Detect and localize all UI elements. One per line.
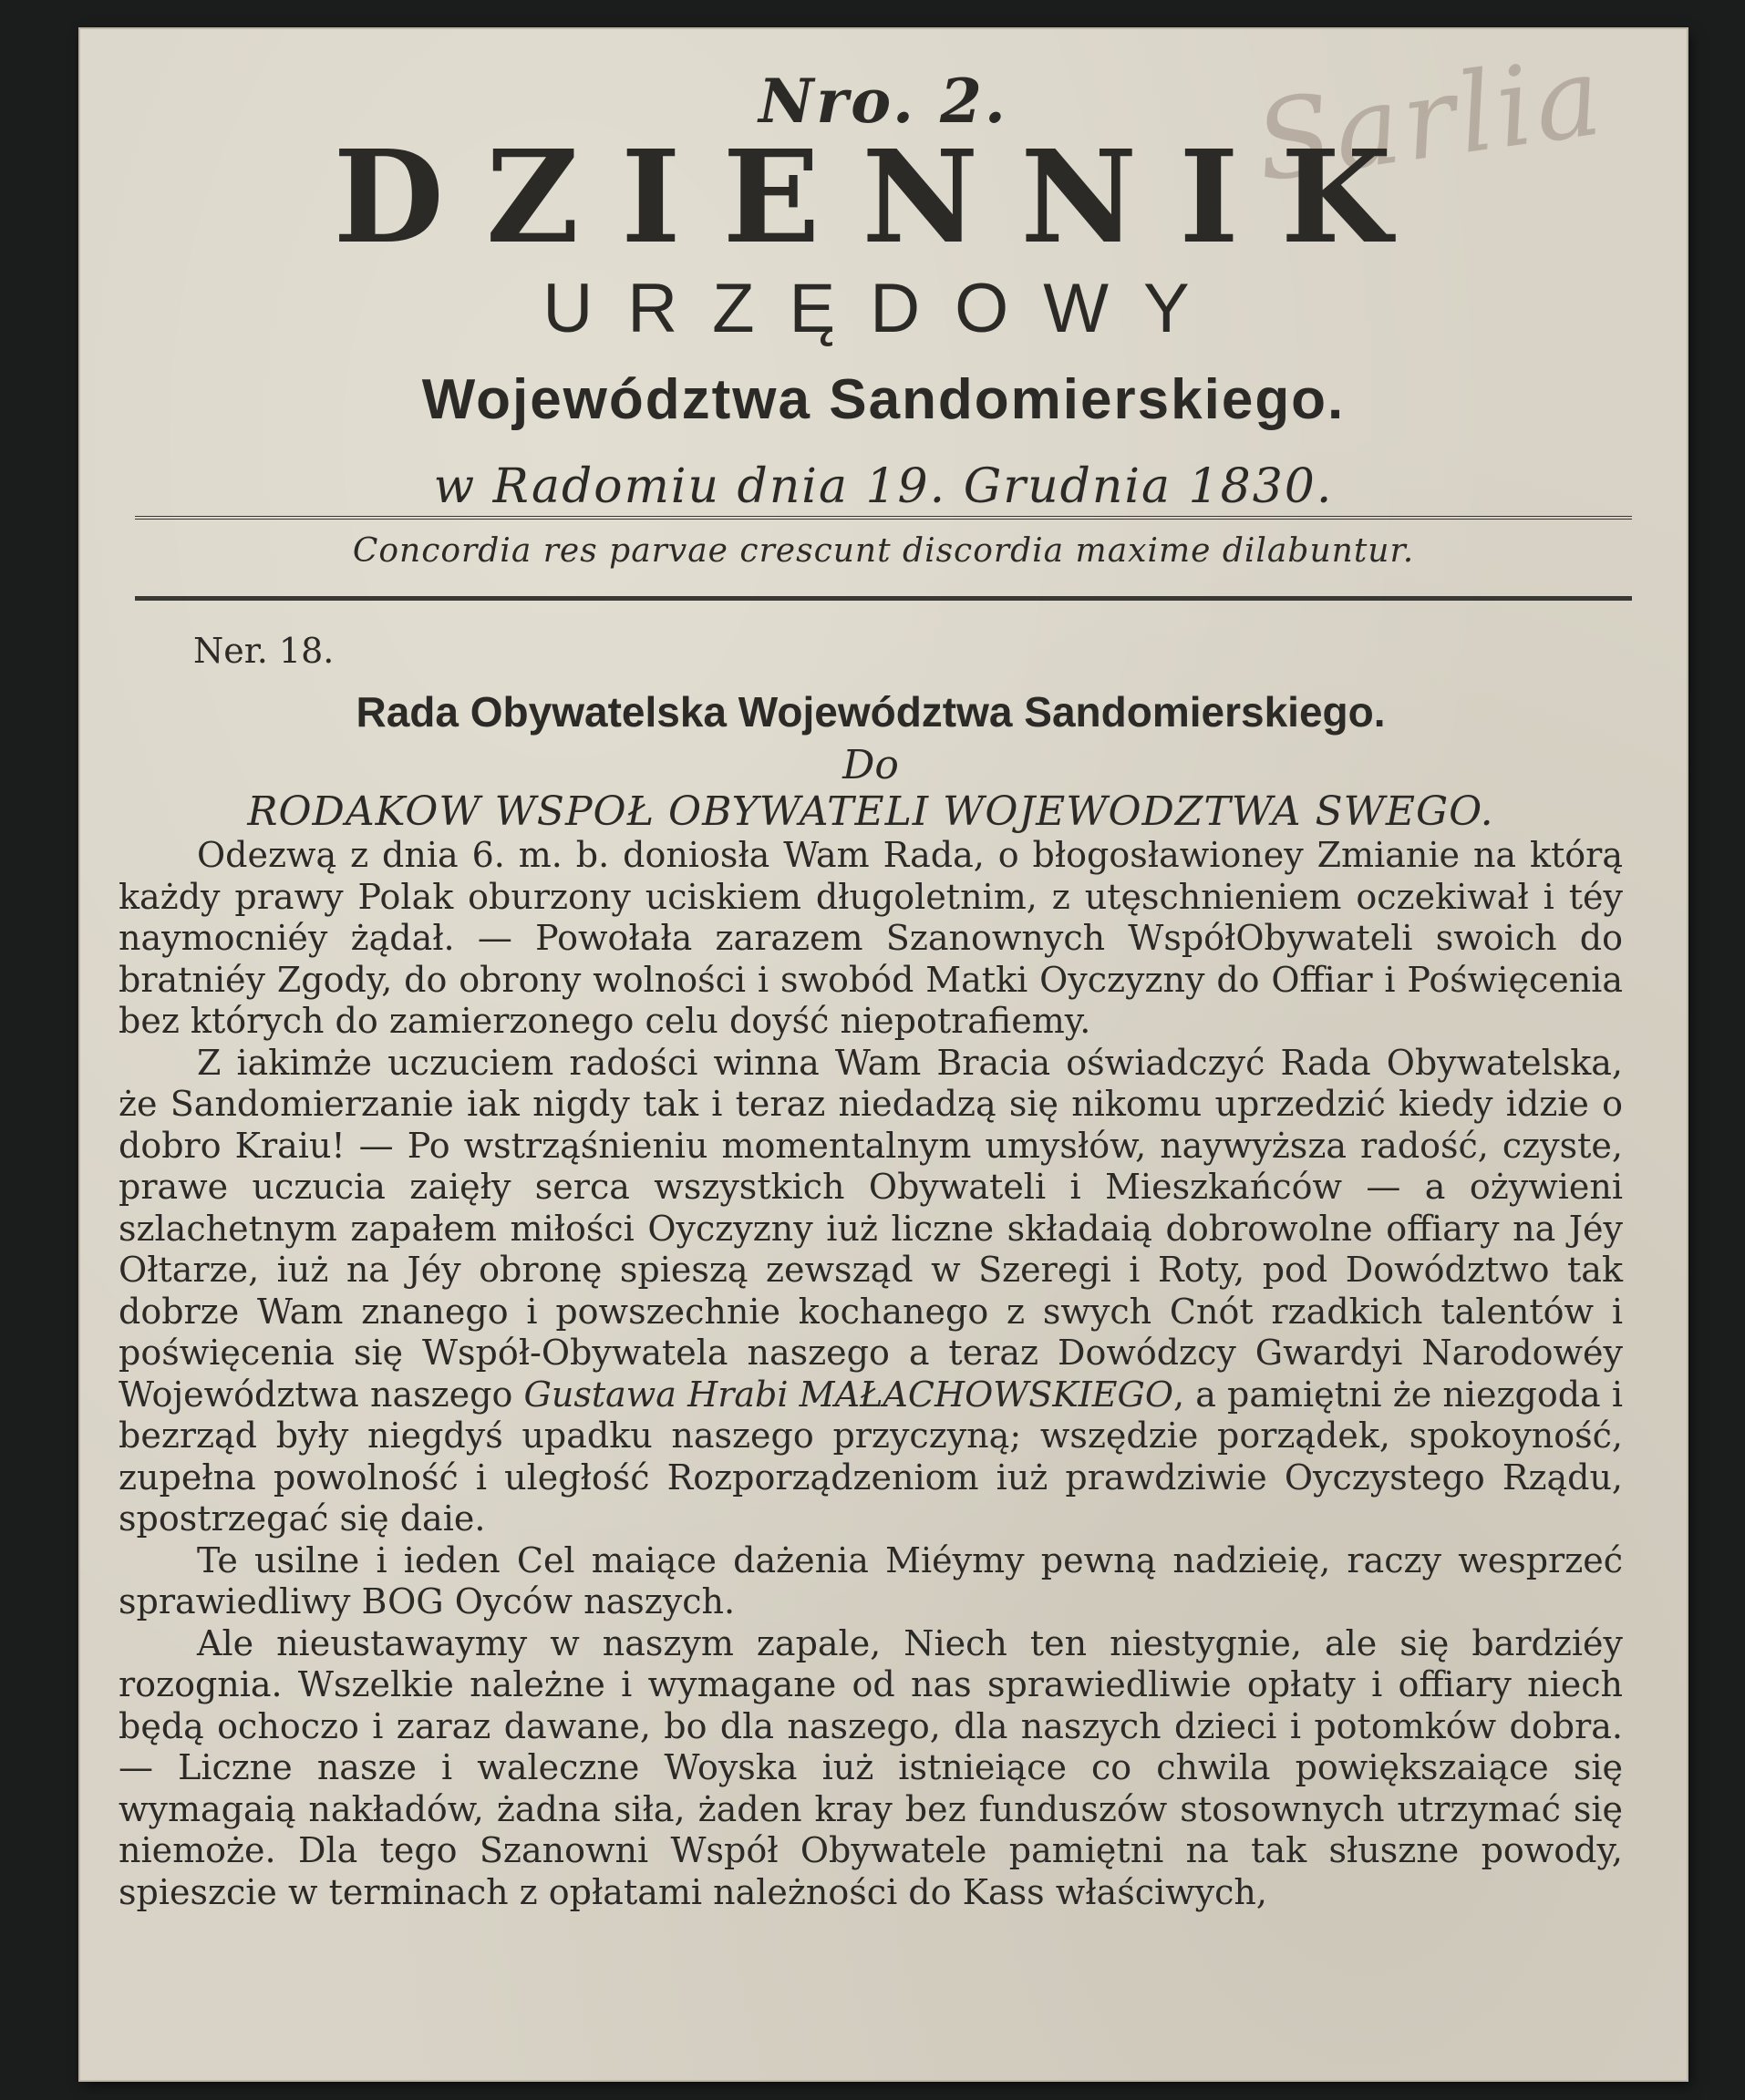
dateline: w Radomiu dnia 19. Grudnia 1830. [433, 458, 1334, 514]
divider-bottom [135, 596, 1632, 601]
article-address: RODAKOW WSPOŁ OBYWATELI WOJEWODZTWA SWEGO. [247, 788, 1494, 835]
paragraph-1: Odezwą z dnia 6. m. b. doniosła Wam Rada, o błogosławioney Zmianie na którą każdy prawy Polak oburzony uciskiem długoletnim, z utęschnieniem oczekiwał i téy naymocniéy żądał. — Powołała zarazem Szanownych WspółObywateli swoich do bratniéy Zgody, do obrony wolności i swobód Matki Oyczyzny do Offiar i Poświęcenia bez których do zamierzonego celu doyść niepotrafiemy. [119, 835, 1623, 1041]
region-name: Województwa Sandomierskiego. [421, 367, 1346, 431]
article [119, 631, 1623, 1913]
paragraph-2-text: Z iakimże uczuciem radości winna Wam Bracia oświadczyć Rada Obywatelska, że Sandomierzanie iak nigdy tak i teraz niedadzą się nikomu uprzedzić kiedy idzie o dobro Kraiu! — Po wstrząśnieniu momentalnym umysłów, naywyższa radość, czyste, prawe uczucia zaięły serca wszystkich Obywateli i Mieszkańców — a ożywieni szlachetnym zapałem miłości Oyczyzny iuż liczne składaią dobrowolne offiary na Jéy Ołtarze, iuż na Jéy obronę spieszą zewsząd w Szeregi i Roty, pod Dowództwo tak dobrze Wam znanego i powszechnie kochanego z swych Cnót rzadkich talentów i poświęcenia się Współ-Obywatela naszego a teraz Dowódzcy Gwardyi Narodowéy Województwa naszego [119, 1042, 1623, 1415]
newspaper-title: DZIENNIK [333, 123, 1434, 273]
commander-name: Gustawa Hrabi MAŁACHOWSKIEGO [523, 1374, 1173, 1415]
newspaper-subtitle: URZĘDOWY [542, 270, 1224, 347]
paragraph-2 [119, 1043, 1623, 1540]
handwritten-signature: Sarlia [1247, 32, 1612, 208]
divider-top [135, 516, 1632, 520]
paragraph-2-continued: , a pamiętni że niezgoda i bezrząd były niegdyś upadku naszego przyczyną; wszędzie porządek, spokoyność, zupełna powolność i uległość Rozporządzeniom iuż prawdziwie Oyczystego Rządu, spostrzegać się daie. [119, 1374, 1623, 1539]
issue-number: Nro. 2. [759, 66, 1008, 137]
article-number: Ner. 18. [193, 631, 335, 671]
motto: Concordia res parvae crescunt discordia maxime dilabuntur. [352, 532, 1415, 570]
paragraph-3: Te usilne i ieden Cel maiące dażenia Miéymy pewną nadzieię, raczy wesprzeć sprawiedliwy BOG Oyców naszych. [119, 1539, 1623, 1621]
article-heading: Rada Obywatelska Województwa Sandomierskiego. [356, 688, 1386, 736]
paragraph-4: Ale nieustawaymy w naszym zapale, Niech ten niestygnie, ale się bardziéy rozognia. Wszelkie należne i wymagane od nas sprawiedliwie opłaty i offiary niech będą ochoczo i zaraz dawane, bo dla naszego, dla naszych dzieci i potomków dobra. — Liczne nasze i waleczne Woyska iuż istnieiące co chwila powiększaiące się wymagaią nakładów, żadna siła, żaden kray bez funduszów stosownych utrzymać się niemoże. Dla tego Szanowni Współ Obywatele pamiętni na tak słuszne powody, spieszcie w terminach z opłatami należności do Kass właściwych, [119, 1622, 1623, 1912]
article-do: Do [842, 742, 899, 788]
newspaper-page [80, 29, 1687, 2080]
masthead [80, 66, 1687, 514]
